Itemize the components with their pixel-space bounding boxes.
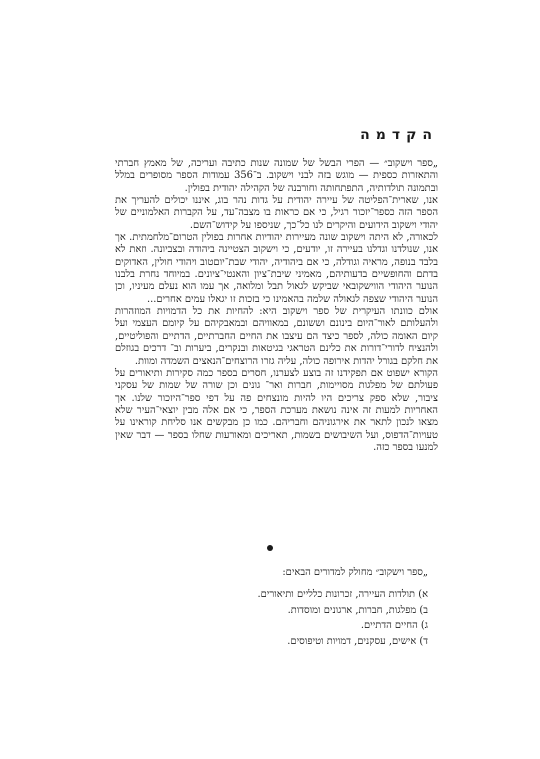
paragraph: אנו, שארית־הפליטה של עיירה יהודית על גדות נהר בוג, איננו יכולים להעריך את הספר הזה כספר־יזכור רגיל, כי אם כראות בו מצבה־עד, על הקברות האלמוניים של יהודי וישקוב הידועים והיקרים לנו כל־כך, שניספו על קידוש־השם.: [115, 195, 438, 231]
sections-list: [257, 587, 428, 649]
page-heading: הקדמה: [360, 127, 438, 143]
list-item: ב) מפלגות, חברות, ארגונים ומוסדות.: [287, 604, 428, 616]
paragraph: אולם כוונתו העיקרית של ספר וישקוב היא: להחיות את כל הדמויות המוזהרות ולהעלותם לאור־היום בינונם וששונם, במאוויהם ובמאבקיהם על קיומם העצמי ועל קיום האומה כולה, לספר כיצד הם עיצבו את החיים החברתיים, הדתיים והפוליטיים, ולהנציח לדורי־דורות את כלינם הטראגי בגיטאות ובנקרים, ביערות וב־ דרכים בגוזלם את חלקם בגורל יהדות אירופה כולה, עליה גזרו הרוצחים־הנאצים השמדה ומוות.: [115, 306, 438, 367]
list-item: א) תולדות העיירה, זכרונות כלליים ותיאורים.: [257, 589, 428, 600]
preface-body: [115, 158, 438, 454]
list-item: ג) החיים הדתיים.: [360, 620, 428, 631]
paragraph: „ספר וישקוב״ — הפרי הבשל של שמונה שנות כתיבה ועריכה, של מאמץ חברתי והתאזרות כספית — מוגש בזה לבני וישקוב. ב־356 עמודות הספר מסופרים במלל ובתמונה תולדותיה, התפתחותה וחורבנה של הקהילה יהודית בפולין.: [115, 158, 438, 194]
list-item: ד) אישים, עסקנים, דמויות וטיפוסים.: [287, 635, 428, 647]
paragraph: הקורא ישפוט אם תפקידנו זה בוצע לצערנו, חסרים בספר כמה סקירות ותיאורים על פעולתם של מפלגות מסויימות, חברות ואר־ גונים וכן שורה של שמות של עסקני ציבור, שלא ספק צריכים היו להיות מונצחים פה על דפי ספר־היזכור שלנו. אך האחריות למעות זה אינה נושאת מערכת הספר, כי אם אלה מבין יוצאי־העיר שלא מצאו לנכון לתאר את אירגוניהם וחבריהם. כמו כן מבקשים אנו סליחת קוראינו על טעויות־הדפוס, ועל השיבושים בשמות, תאריכים ומאורעות שחלו בספר — דבר שאין למנעו בספר כזה.: [115, 367, 438, 453]
sections-intro: „ספר וישקוב״ מחולק למדורים הבאים:: [282, 567, 428, 578]
section-divider-dot: [267, 545, 273, 551]
paragraph: לכאורה, לא היתה וישקוב שונה מעיירות יהודיות אחרות בפולין הטרום־מלחמתית. אך אנו, שנולדנו וגדלנו בעיירה זו, יודעים, כי וישקוב הצטיינה ביהודה ובצביונה. וזאת לא בלבד בנופה, מראיה וגודלה, כי אם ביהודיה, יהודי שבת־יוםטוב ויהודי חולין, האדוקים בדתם והחופשיים בדעותיהם, מאמיני שיבת־ציון והאנטי־ציונים. במיוחד נחרת בלבנו הנוער היהודי הווישקובאי שביקש לגאול תבל ומלואה, אך עמו הוא נעלם מעיניו, וכן הנוער היהודי שצפה לגאולה שלמה בהאמינו כי בזכות זו יגאלו עמים אחרים...: [115, 232, 438, 305]
